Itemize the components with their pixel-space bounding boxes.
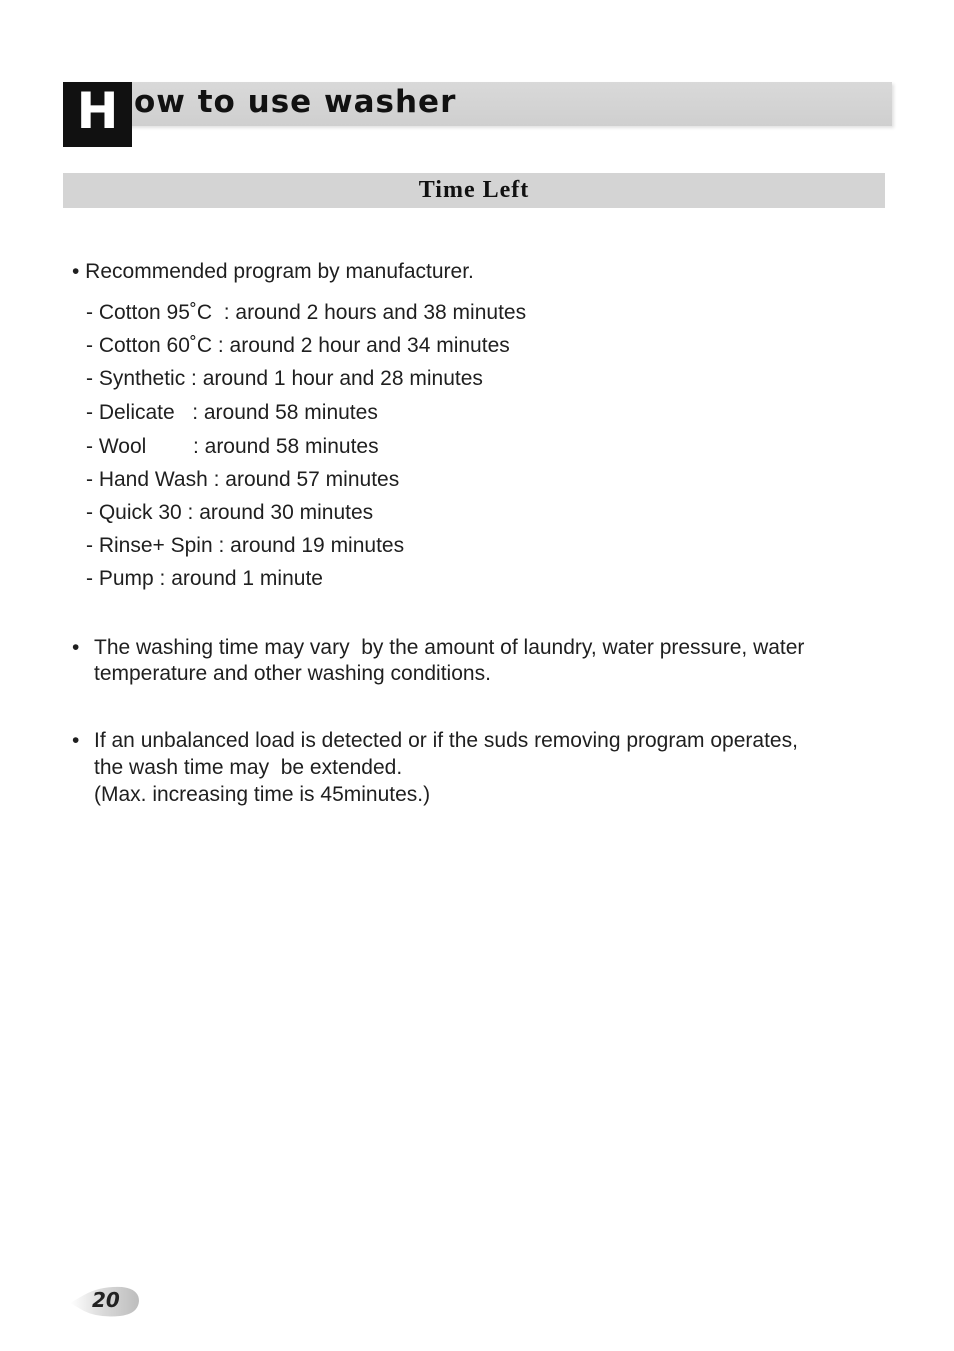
note-line: the wash time may be extended. [94, 756, 403, 779]
note-bullet: • [72, 729, 80, 752]
program-item: - Synthetic : around 1 hour and 28 minutes [86, 367, 483, 390]
section-title: Time Left [418, 177, 530, 203]
program-item: - Pump : around 1 minute [86, 567, 323, 590]
program-item: - Wool : around 58 minutes [86, 435, 379, 458]
note-line: temperature and other washing conditions. [94, 662, 491, 685]
program-item: - Delicate : around 58 minutes [86, 401, 378, 424]
program-item: - Rinse+ Spin : around 19 minutes [86, 534, 405, 557]
program-item: - Cotton 95˚C : around 2 hours and 38 minutes [86, 301, 527, 324]
program-item: - Hand Wash : around 57 minutes [86, 468, 400, 491]
program-item: - Quick 30 : around 30 minutes [86, 501, 374, 524]
page-number: 20 [92, 1288, 120, 1312]
page-title: ow to use washer [134, 84, 457, 120]
program-item: - Cotton 60˚C : around 2 hour and 34 minutes [86, 334, 510, 357]
note-bullet: • [72, 636, 80, 659]
intro-text: • Recommended program by manufacturer. [72, 260, 474, 283]
header-initial: H [63, 82, 132, 147]
note-line: The washing time may vary by the amount of laundry, water pressure, water [94, 636, 805, 659]
note-line: If an unbalanced load is detected or if the suds removing program operates, [94, 729, 798, 752]
note-line: (Max. increasing time is 45minutes.) [94, 783, 431, 806]
